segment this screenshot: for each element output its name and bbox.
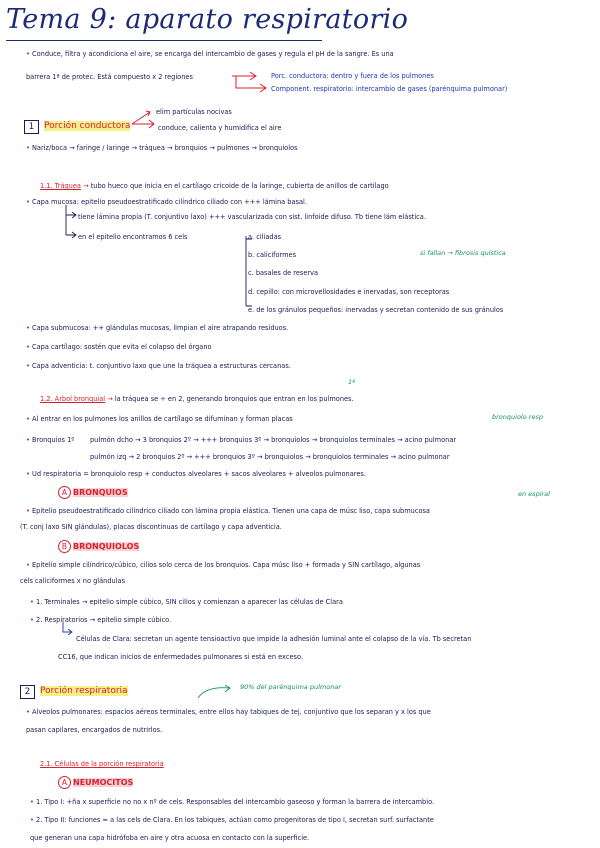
trachea-heading-line: 1.1. Tráquea → tubo hueco que inicia en el cartílago cricoide de la laringe, cubierta de anillos de cartílago [40,182,389,190]
trachea-lamina: tiene lámina propia (T. conjuntivo laxo) +++ vascularizada con sist. linfoide difuso. Tb tiene lám elástica. [78,213,426,221]
cell-type-a: a. ciliadas [248,233,282,241]
tree-first-note: 1º [348,378,356,386]
neumocitos-heading: A NEUMOCITOS [58,776,133,789]
clara-arrow [60,622,76,638]
cell-type-b: b. caliciformes [248,251,297,259]
respiratory-cells-heading: 2.1. Células de la porción respiratoria [40,760,164,768]
title-underline [6,40,322,41]
bronchi-label: • Bronquios 1º [26,436,75,444]
trachea-adventitia: • Capa adventicia: t. conjuntivo laxo que une la tráquea a estructuras cercanas. [26,362,291,370]
alveolos-line-2: pasan capilares, encargados de nutrirlos. [26,726,163,734]
intro-respiratorio: Component. respiratorio: intercambio de gases (parénquima pulmonar) [271,85,508,93]
page-title: Tema 9: aparato respiratorio [6,4,409,35]
clara-line-1: Células de Clara: secretan un agente tensioactivo que impide la adhesión luminal ante el colapso de la vía. Tb secretan [76,635,472,643]
trachea-cells-intro: en el epitelio encontramos 6 cels [78,233,188,241]
alveolos-line-1: • Alveolos pulmonares: espacios aéreos terminales, entre ellos hay tabiques de tej. conjuntivo que los separan y x los que [26,708,431,716]
section-2-number: 2 [20,685,35,699]
intro-branch-arrow [232,70,272,94]
left-lung-path: pulmón izq → 2 bronquios 2º → +++ bronquios 3º → bronquiolos → bronquiolos terminales → acino pulmonar [90,453,450,461]
neumocitos-letter: A [58,776,71,789]
section-2-note-arrow [196,684,236,702]
bronquios-line-2: (T. conj laxo SIN glándulas), placas discontinuas de cartílago y capa adventicia. [20,523,282,531]
section-1-number: 1 [24,120,39,134]
neumocito-tipo-1: • 1. Tipo I: +ña x superficie no no x nº de cels. Responsables del intercambio gaseoso y forman la barrera de intercambio. [30,798,435,806]
section-2-title: Porción respiratoria [40,686,128,696]
airway-path: • Nariz/boca → faringe / laringe → tráquea → bronquios → pulmones → bronquiolos [26,144,298,152]
bronquios-letter: A [58,486,71,499]
right-lung-path: pulmón dcho → 3 bronquios 2º → +++ bronquios 3º → bronquiolos → bronquiolos terminales → acino pulmonar [90,436,457,444]
tree-cartilage: • Al entrar en los pulmones los anillos de cartílago se difuminan y forman placas [26,415,293,423]
section-1-branch-mid: conduce, calienta y humidifica el aire [158,124,282,132]
bronquiolos-terminales: • 1. Terminales → epitelio simple cúbico, SIN cilios y comienzan a aparecer las células de Clara [30,598,343,606]
clara-line-2: CC16, que indican inicios de enfermedades pulmonares si está en exceso. [58,653,303,661]
bronquiolos-line-2: céls caliciformes x no glándulas [20,577,126,585]
resp-bronchiole-note: bronquiolo resp [492,413,543,421]
trachea-heading: 1.1. Tráquea [40,182,81,190]
neumocito-tipo-2-line-2: que generan una capa hidrófoba en aire y otra acuosa en contacto con la superficie. [30,834,310,842]
trachea-mucosa: • Capa mucosa: epitelio pseudoestratificado cilíndrico ciliado con +++ lámina basal. [26,198,307,206]
bronquiolos-respiratorios: • 2. Respiratorios → epitelio simple cúbico. [30,616,172,624]
tree-heading-line: 1.2. Árbol bronquial → la tráquea se ÷ en 2, generando bronquios que entran en los pulmones. [40,395,354,403]
bullet: • [26,50,30,58]
bronquios-line-1: • Epitelio pseudoestratificado cilíndrico ciliado con lámina propia elástica. Tienen una capa de músc liso, capa submucosa [26,507,430,515]
mucosa-branch-arrow [62,205,78,241]
bronquiolos-line-1: • Epitelio simple cilíndrico/cúbico, cilios solo cerca de los bronquios. Capa músc liso + formada y SIN cartílago, algunas [26,561,421,569]
cell-type-e: e. de los gránulos pequeños: inervadas y secretan contenido de sus gránulos [248,306,504,314]
intro-conductora: Porc. conductora: dentro y fuera de los pulmones [271,72,434,80]
cilia-note: si fallan → fibrosis quística [420,249,506,257]
respiratory-unit: • Ud respiratoria = bronquiolo resp + conductos alveolares + sacos alveolares + alveolos pulmonares. [26,470,366,478]
spiral-note: en espiral [518,490,550,498]
tree-heading: 1.2. Árbol bronquial [40,395,106,403]
cell-type-c: c. basales de reserva [248,269,319,277]
parenchyma-note: 90% del parénquima pulmonar [240,683,341,691]
trachea-submucosa: • Capa submucosa: ++ glándulas mucosas, limpian el aire atrapando residuos. [26,324,289,332]
intro-line-1: • Conduce, filtra y acondiciona el aire, se encarga del intercambio de gases y regula el pH de la sangre. Es una [26,50,394,58]
intro-line-2: barrera 1ª de protec. Está compuesto x 2 regiones [26,73,193,81]
section-1-title: Porción conductora [44,121,131,131]
bronquios-heading: A BRONQUIOS [58,486,128,499]
trachea-cartilage: • Capa cartílago: sostén que evita el colapso del órgano [26,343,212,351]
bronquiolos-letter: B [58,540,71,553]
neumocito-tipo-2-line-1: • 2. Tipo II: funciones ≈ a las cels de Clara. En los tabiques, actúan como progenitoras de tipo I, secretan surf. surfactante [30,816,434,824]
cell-type-d: d. cepillo: con microvellosidades e inervadas, son receptoras [248,288,450,296]
section-1-branch-top: elim partículas nocivas [156,108,232,116]
bronquiolos-heading: B BRONQUIOLOS [58,540,139,553]
